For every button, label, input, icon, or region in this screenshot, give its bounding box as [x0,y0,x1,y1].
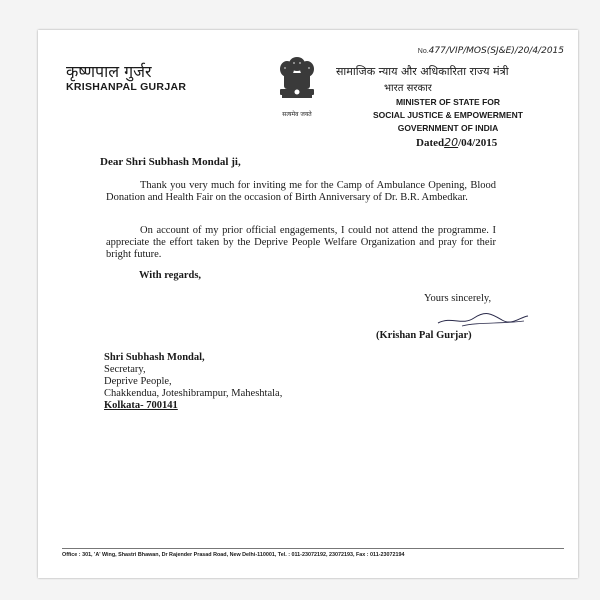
signatory-name: (Krishan Pal Gurjar) [376,330,472,341]
office-subtitle-hindi: भारत सरकार [384,83,432,94]
recipient-name: Shri Subhash Mondal, [104,352,205,363]
sender-name-english: KRISHANPAL GURJAR [66,81,187,93]
paragraph-1: Thank you very much for inviting me for the Camp of Ambulance Opening, Blood Donation and Health Fair on the occasion of Birth Anniversary of Dr. B.R. Ambedkar. [106,180,496,203]
letter-page [38,30,578,578]
office-title-english [348,96,548,135]
recipient-designation: Secretary, [104,364,146,375]
date-label: Dated [416,137,445,149]
recipient-city: Kolkata- 700141 [104,400,178,411]
office-title-line1: MINISTER OF STATE FOR [395,97,501,107]
recipient-organization: Deprive People, [104,376,172,387]
footer-address: Office : 301, 'A' Wing, Shastri Bhawan, Dr Rajender Prasad Road, New Delhi-110001, Tel. : 011-23072192, 23072193, Fax : 011-23072194 [62,552,405,558]
paragraph-2: On account of my prior official engagements, I could not attend the programme. I appreciate the effort taken by the Deprive People Welfare Organization and pray for their bright future. [106,225,496,260]
reference-number [418,46,564,56]
reference-label: No. [417,48,429,55]
sender-name-hindi: कृष्णपाल गुर्जर [66,62,152,81]
signature-icon [432,308,532,330]
office-title-line3: GOVERNMENT OF INDIA [397,123,499,133]
reference-handwritten: 477/VIP/MOS(SJ&E)/ [428,46,518,56]
emblem-motto: सत्यमेव जयते [282,111,312,118]
office-title-line2: SOCIAL JUSTICE & EMPOWERMENT [372,110,524,120]
footer-divider [62,548,564,549]
national-emblem-icon [274,55,320,117]
recipient-address: Chakkendua, Joteshibrampur, Maheshtala, [104,388,283,399]
salutation: Dear Shri Subhash Mondal ji, [100,156,241,168]
reference-date: 20/4/2015 [517,46,564,56]
sign-off: Yours sincerely, [424,293,492,304]
closing: With regards, [139,270,202,281]
letter-date [416,136,497,149]
date-day-handwritten: 20 [444,136,459,149]
office-title-hindi: सामाजिक न्याय और अधिकारिता राज्य मंत्री [336,65,509,78]
date-rest: /04/2015 [458,137,498,149]
